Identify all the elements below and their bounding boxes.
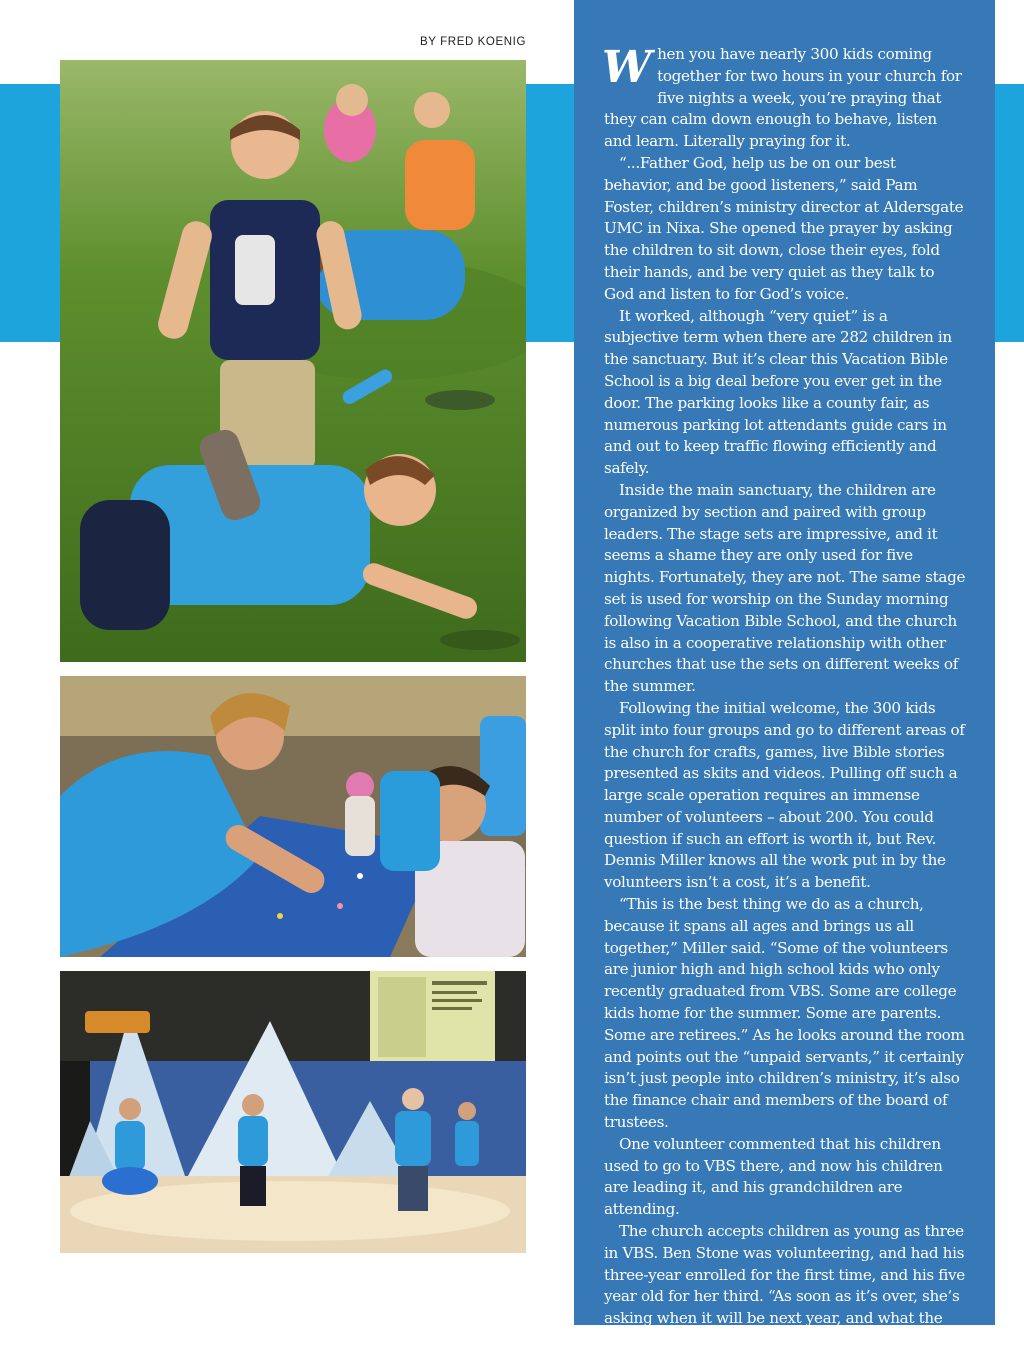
article-paragraph: The church accepts children as young as three in VBS. Ben Stone was volunteering, and had his three-year enrolled for the first time, and his five year old for her third. “As soon as it’s over, she’s asking when it will be next year, and what the theme is going to be,” he said. [604,1222,965,1350]
article-paragraph [604,44,966,153]
drop-cap: W [602,42,652,93]
article-body [604,44,966,1352]
article-paragraph: One volunteer commented that his children used to go to VBS there, and now his children are leading it, and his grandchildren are attending. [604,1134,943,1219]
first-paragraph-text: hen you have nearly 300 kids coming together for two hours in your church for five nights a week, you’re praying that they can calm down enough to behave, listen and learn. Literally praying for it. [604,45,962,151]
accent-band-right [995,84,1024,342]
accent-band-left [0,84,60,342]
article-paragraph: Inside the main sanctuary, the children are organized by section and paired with group leaders. The stage sets are impressive, and it seems a shame they are only used for five nights. Fortunately, they are not. The same stage set is used for worship on the Sunday morning following Vacation Bible School, and the church is also in a cooperative relationship with other churches that use the sets on different weeks of the summer. [604,480,966,696]
kids-playing-on-lawn-photo [60,60,526,662]
volunteer-with-child-at-craft-table-photo [60,676,526,957]
article-paragraph: It worked, although “very quiet” is a subjective term when there are 282 children in the sanctuary. But it’s clear this Vacation Bible School is a big deal before you ever get in the door. The parking looks like a county fair, as numerous parking lot attendants guide cars in and out to keep traffic flowing efficiently and safely. [604,306,952,478]
article-paragraph: Following the initial welcome, the 300 kids split into four groups and go to different areas of the church for crafts, games, live Bible stories presented as skits and videos. Pulling off such a large scale operation requires an immense number of volunteers – about 200. You could question if such an effort is worth it, but Rev. Dennis Miller knows all the work put in by the volunteers isn’t a cost, it’s a benefit. [604,698,965,892]
article-paragraph: “This is the best thing we do as a church, because it spans all ages and brings us all together,” Miller said. “Some of the volunteers are junior high and high school kids who only recently graduated from VBS. Some are college kids home for the summer. Some are parents. Some are retirees.” As he looks around the room and points out the “unpaid servants,” it certainly isn’t just people into children’s ministry, it’s also the finance chair and members of the board of trustees. [604,895,965,1132]
article-paragraph: “...Father God, help us be on our best behavior, and be good listeners,” said Pam Foster, children’s ministry director at Aldersgate UMC in Nixa. She opened the prayer by asking the children to sit down, close their eyes, fold their hands, and be very quiet as they talk to God and listen to for God’s voice. [604,153,964,303]
stage-performers-mountain-set-photo [60,971,526,1253]
byline: BY FRED KOENIG [420,36,526,48]
accent-band-middle [526,84,574,342]
